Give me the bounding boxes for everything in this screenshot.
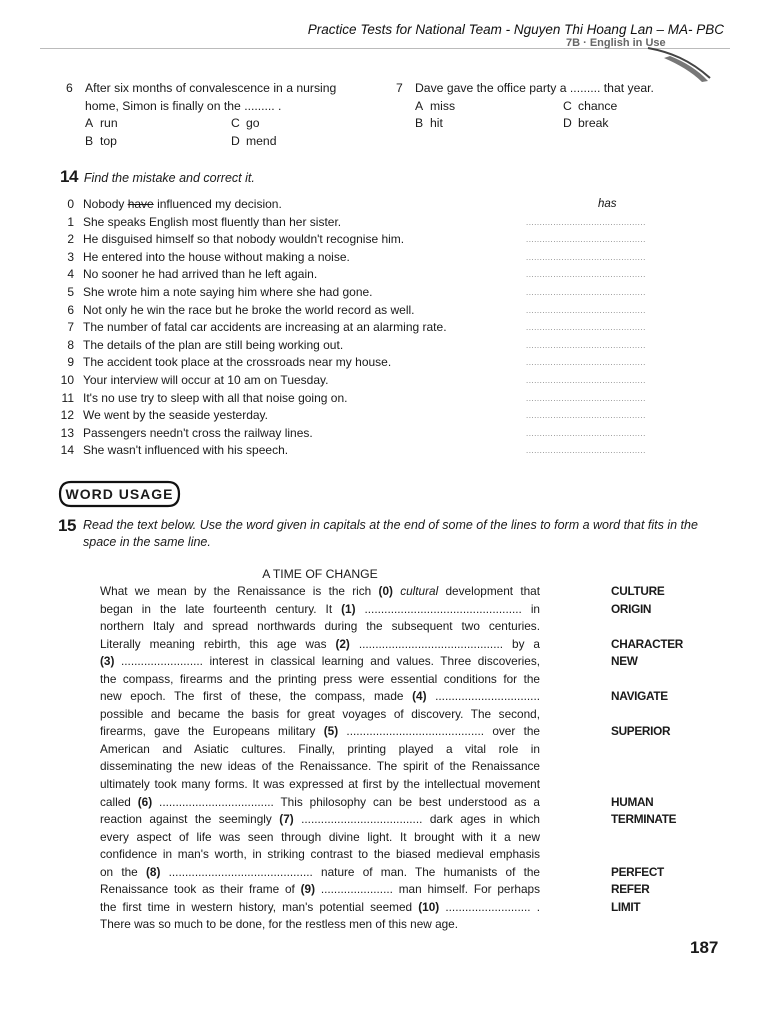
line-text[interactable]: ......................... interest in classical learning and values. Three discoveries, xyxy=(114,654,540,669)
gap-number: (0) xyxy=(378,584,401,598)
option-b[interactable] xyxy=(415,115,563,133)
struck-word: have xyxy=(127,197,154,211)
line-text: There was so much to be done, for the restless men of this new age. xyxy=(100,917,459,932)
option-text: miss xyxy=(430,98,456,113)
mistake-item xyxy=(58,214,698,232)
item-number: 9 xyxy=(67,355,74,370)
answer-blank[interactable]: ............................................ xyxy=(526,446,646,456)
item-number: 11 xyxy=(61,390,74,405)
option-letter: B xyxy=(415,116,424,130)
item-number: 4 xyxy=(67,267,74,282)
sentence-text: Not only he win the race but he broke the world record as well. xyxy=(83,302,415,317)
answer-blank[interactable]: ............................................ xyxy=(526,340,646,350)
line-text: new epoch. The first of these, the compass, made xyxy=(100,689,413,704)
question-7 xyxy=(396,80,726,133)
question-text-line: home, Simon is finally on the ......... . xyxy=(85,98,282,113)
gap-number: (5) xyxy=(323,724,339,739)
line-text: confidence in man's worth, in striking contrast to the biased medieval emphasis xyxy=(100,847,540,862)
item-sentence xyxy=(83,354,391,372)
line-text: every aspect of life was seen through divine light. It brought with it a new xyxy=(100,829,540,844)
option-text: hit xyxy=(430,116,443,130)
item-sentence xyxy=(83,249,350,267)
item-sentence xyxy=(83,302,415,320)
option-c[interactable] xyxy=(231,115,377,133)
option-text: break xyxy=(578,116,609,130)
item-sentence xyxy=(83,442,288,460)
answer-blank[interactable]: ............................................ xyxy=(526,217,646,227)
gap-number: (10) xyxy=(418,899,440,914)
option-letter: A xyxy=(85,116,94,130)
item-number: 0 xyxy=(67,197,74,211)
mistake-item xyxy=(58,266,698,284)
section-instruction: Find the mistake and correct it. xyxy=(83,171,255,185)
sentence-text: Nobody xyxy=(83,197,128,211)
page-number: 187 xyxy=(690,938,719,957)
passage-line xyxy=(100,899,540,917)
item-sentence xyxy=(83,337,343,355)
passage-title: A TIME OF CHANGE xyxy=(262,567,378,581)
gap-number: (4) xyxy=(412,689,427,704)
option-c[interactable] xyxy=(563,98,713,116)
keyword: ORIGIN xyxy=(611,601,652,616)
keyword: SUPERIOR xyxy=(611,724,671,739)
sentence-text: The number of fatal car accidents are increasing at an alarming rate. xyxy=(83,320,447,335)
line-text: possible and became the basis for great voyages of discovery. The second, xyxy=(100,706,540,721)
passage-line xyxy=(100,864,540,882)
example-answer: cultural xyxy=(400,584,439,598)
mistake-item xyxy=(58,249,698,267)
item-sentence xyxy=(83,319,447,337)
gap-number: (6) xyxy=(137,794,153,809)
mistake-item xyxy=(58,337,698,355)
passage-line xyxy=(100,671,540,689)
line-text: on the xyxy=(100,864,146,879)
option-letter: B xyxy=(85,133,94,148)
question-text-line: After six months of convalescence in a nursing xyxy=(85,81,337,95)
line-text[interactable]: ............................................ by a xyxy=(349,636,540,651)
passage-line xyxy=(100,601,540,619)
section-15-heading xyxy=(58,517,728,551)
line-text: the compass, firearms and the printing press were essential conditions for the xyxy=(100,671,540,686)
item-number: 3 xyxy=(67,249,74,264)
mistake-item xyxy=(58,284,698,302)
line-text: ultimately took many forms. It was expressed at first by the intellectual movement xyxy=(100,777,540,792)
item-sentence xyxy=(83,266,317,284)
passage-line xyxy=(100,583,540,601)
keyword: CHARACTER xyxy=(611,636,684,651)
line-text: Literally meaning rebirth, this age was xyxy=(100,636,336,651)
mistake-item xyxy=(58,302,698,320)
corner-fragment-text: 7B · English in Use xyxy=(566,37,666,49)
answer-blank[interactable]: ............................................ xyxy=(526,287,646,297)
option-b[interactable] xyxy=(85,133,231,151)
line-text: firearms, gave the Europeans military xyxy=(100,724,324,739)
sentence-text: No sooner he had arrived than he left again. xyxy=(83,267,318,282)
line-text: northern Italy and spread northwards during the subsequent two centuries. xyxy=(100,619,540,634)
passage-line xyxy=(100,776,540,794)
option-letter: A xyxy=(415,98,424,113)
mistake-item xyxy=(58,196,698,214)
sentence-text: He disguised himself so that nobody wouldn't recognise him. xyxy=(83,232,405,247)
answer-blank[interactable]: has xyxy=(598,198,617,210)
sentence-text: The accident took place at the crossroads near my house. xyxy=(83,355,392,370)
option-letter: C xyxy=(563,98,572,113)
item-number: 14 xyxy=(60,443,74,458)
gap-number: (3) xyxy=(100,654,115,669)
section-number: 14 xyxy=(60,167,78,186)
option-text: top xyxy=(100,133,117,148)
question-text xyxy=(85,80,386,115)
item-number: 8 xyxy=(67,337,74,352)
gap-number: (2) xyxy=(335,636,350,651)
answer-blank[interactable]: ............................................ xyxy=(526,252,646,262)
answer-blank[interactable]: ............................................ xyxy=(526,235,646,245)
line-text: called xyxy=(100,794,138,809)
sentence-text: She wrote him a note saying him where she had gone. xyxy=(83,284,373,299)
keyword: PERFECT xyxy=(611,864,664,879)
keyword: HUMAN xyxy=(611,794,654,809)
line-text: disseminating the new ideas of the Renaissance. The spirit of the Renaissance xyxy=(100,759,540,774)
line-text: Renaissance took as their frame of xyxy=(100,882,301,897)
item-sentence xyxy=(83,196,282,214)
mistake-item xyxy=(58,372,698,390)
answer-blank[interactable]: ............................................ xyxy=(526,270,646,280)
passage-line xyxy=(100,758,540,776)
passage-line xyxy=(100,723,540,741)
section-number: 15 xyxy=(58,516,76,535)
keyword: NAVIGATE xyxy=(611,689,668,704)
answer-blank[interactable]: ............................................ xyxy=(526,358,646,368)
option-text: run xyxy=(100,116,118,130)
passage-line xyxy=(100,741,540,759)
answer-blank[interactable]: ............................................ xyxy=(526,305,646,315)
mistake-item xyxy=(58,354,698,372)
item-sentence xyxy=(83,231,404,249)
line-text: American and Asiatic cultures. Finally, printing played a vital role in xyxy=(100,741,540,756)
keyword: REFER xyxy=(611,882,650,897)
passage-text xyxy=(100,583,540,934)
option-d[interactable] xyxy=(563,115,713,133)
passage-line xyxy=(100,794,540,812)
line-text[interactable]: ................................................ in xyxy=(355,601,540,616)
item-sentence xyxy=(83,284,373,302)
line-text[interactable]: development that xyxy=(438,584,540,598)
item-sentence xyxy=(83,372,328,390)
gap-number: (8) xyxy=(145,864,161,879)
word-usage-label: WORD USAGE xyxy=(65,486,174,502)
line-text: began in the late fourteenth century. It xyxy=(100,601,342,616)
gap-number: (1) xyxy=(341,601,356,616)
answer-blank[interactable]: ............................................ xyxy=(526,428,646,438)
option-a[interactable] xyxy=(85,115,231,133)
page-header: Practice Tests for National Team - Nguyen Thi Hoang Lan – MA- PBC xyxy=(307,22,724,37)
passage-line xyxy=(100,688,540,706)
item-number: 13 xyxy=(60,425,74,440)
item-number: 7 xyxy=(67,320,74,335)
option-text: chance xyxy=(578,98,618,113)
mistake-item xyxy=(58,442,698,460)
answer-blank[interactable]: ............................................ xyxy=(526,411,646,421)
line-text: the first time in western history, man's potential seemed xyxy=(100,899,419,914)
answer-blank[interactable]: ............................................ xyxy=(526,375,646,385)
passage-line xyxy=(100,636,540,654)
passage-line xyxy=(100,916,540,934)
mistake-item xyxy=(58,390,698,408)
mistake-list xyxy=(58,196,698,460)
passage-line xyxy=(100,811,540,829)
keyword: CULTURE xyxy=(611,584,665,598)
answer-blank[interactable]: ............................................ xyxy=(526,323,646,333)
keyword: NEW xyxy=(611,654,638,669)
mistake-item xyxy=(58,319,698,337)
option-text: go xyxy=(246,116,260,130)
option-letter: D xyxy=(231,133,240,148)
item-number: 2 xyxy=(67,232,74,247)
option-letter: D xyxy=(563,116,572,130)
sentence-text: Passengers needn't cross the railway lines. xyxy=(83,425,313,440)
sentence-text: Your interview will occur at 10 am on Tuesday. xyxy=(83,372,329,387)
answer-blank[interactable]: ............................................ xyxy=(526,393,646,403)
item-number: 1 xyxy=(67,214,74,229)
sentence-text: It's no use try to sleep with all that noise going on. xyxy=(83,390,348,405)
line-text: What we mean by the Renaissance is the rich xyxy=(100,584,379,598)
passage-line xyxy=(100,829,540,847)
sentence-text: He entered into the house without making a noise. xyxy=(83,249,350,264)
section-14-heading xyxy=(60,167,255,187)
passage-line xyxy=(100,881,540,899)
mistake-item xyxy=(58,407,698,425)
passage-line xyxy=(100,846,540,864)
item-number: 5 xyxy=(67,284,74,299)
keyword: TERMINATE xyxy=(611,812,677,827)
item-sentence xyxy=(83,214,341,232)
gap-number: (7) xyxy=(279,812,294,827)
option-d[interactable] xyxy=(231,133,377,151)
option-a[interactable] xyxy=(415,98,563,116)
question-6 xyxy=(66,80,386,150)
word-usage-badge xyxy=(57,479,182,509)
line-text[interactable]: ............................................ nature of man. The humanists of the xyxy=(160,864,540,879)
sentence-text: We went by the seaside yesterday. xyxy=(83,408,268,423)
sentence-text: She wasn't influenced with his speech. xyxy=(83,443,289,458)
question-number: 6 xyxy=(66,81,73,95)
line-text[interactable]: .......................................... over the xyxy=(338,724,540,739)
question-number: 7 xyxy=(396,81,403,95)
sentence-text: She speaks English most fluently than her sister. xyxy=(83,214,342,229)
sentence-text: influenced my decision. xyxy=(153,197,282,211)
item-sentence xyxy=(83,425,313,443)
line-text[interactable]: ..................................... dark ages in which xyxy=(293,812,540,827)
line-text: reaction against the seemingly xyxy=(100,812,280,827)
section-instruction: Read the text below. Use the word given in capitals at the end of some of the lines to form a word that fits in the space in the same line. xyxy=(83,518,698,549)
option-text: mend xyxy=(246,133,277,148)
line-text[interactable]: ................................... This philosophy can be best understood as a xyxy=(152,794,540,809)
pen-scribble-decoration xyxy=(560,34,720,86)
item-number: 6 xyxy=(67,302,74,317)
option-letter: C xyxy=(231,116,240,130)
line-text[interactable]: .......................... . xyxy=(439,899,540,914)
line-text[interactable]: ................................ xyxy=(426,689,540,704)
gap-number: (9) xyxy=(300,882,316,897)
passage-line xyxy=(100,618,540,636)
mistake-item xyxy=(58,231,698,249)
passage-line xyxy=(100,653,540,671)
item-sentence xyxy=(83,407,268,425)
item-number: 10 xyxy=(60,372,74,387)
item-sentence xyxy=(83,390,347,408)
line-text[interactable]: ...................... man himself. For perhaps xyxy=(315,882,540,897)
question-text: Dave gave the office party a ......... that year. xyxy=(415,81,654,95)
mistake-item xyxy=(58,425,698,443)
item-number: 12 xyxy=(60,408,74,423)
keyword: LIMIT xyxy=(611,899,641,914)
sentence-text: The details of the plan are still being working out. xyxy=(83,337,344,352)
passage-line xyxy=(100,706,540,724)
